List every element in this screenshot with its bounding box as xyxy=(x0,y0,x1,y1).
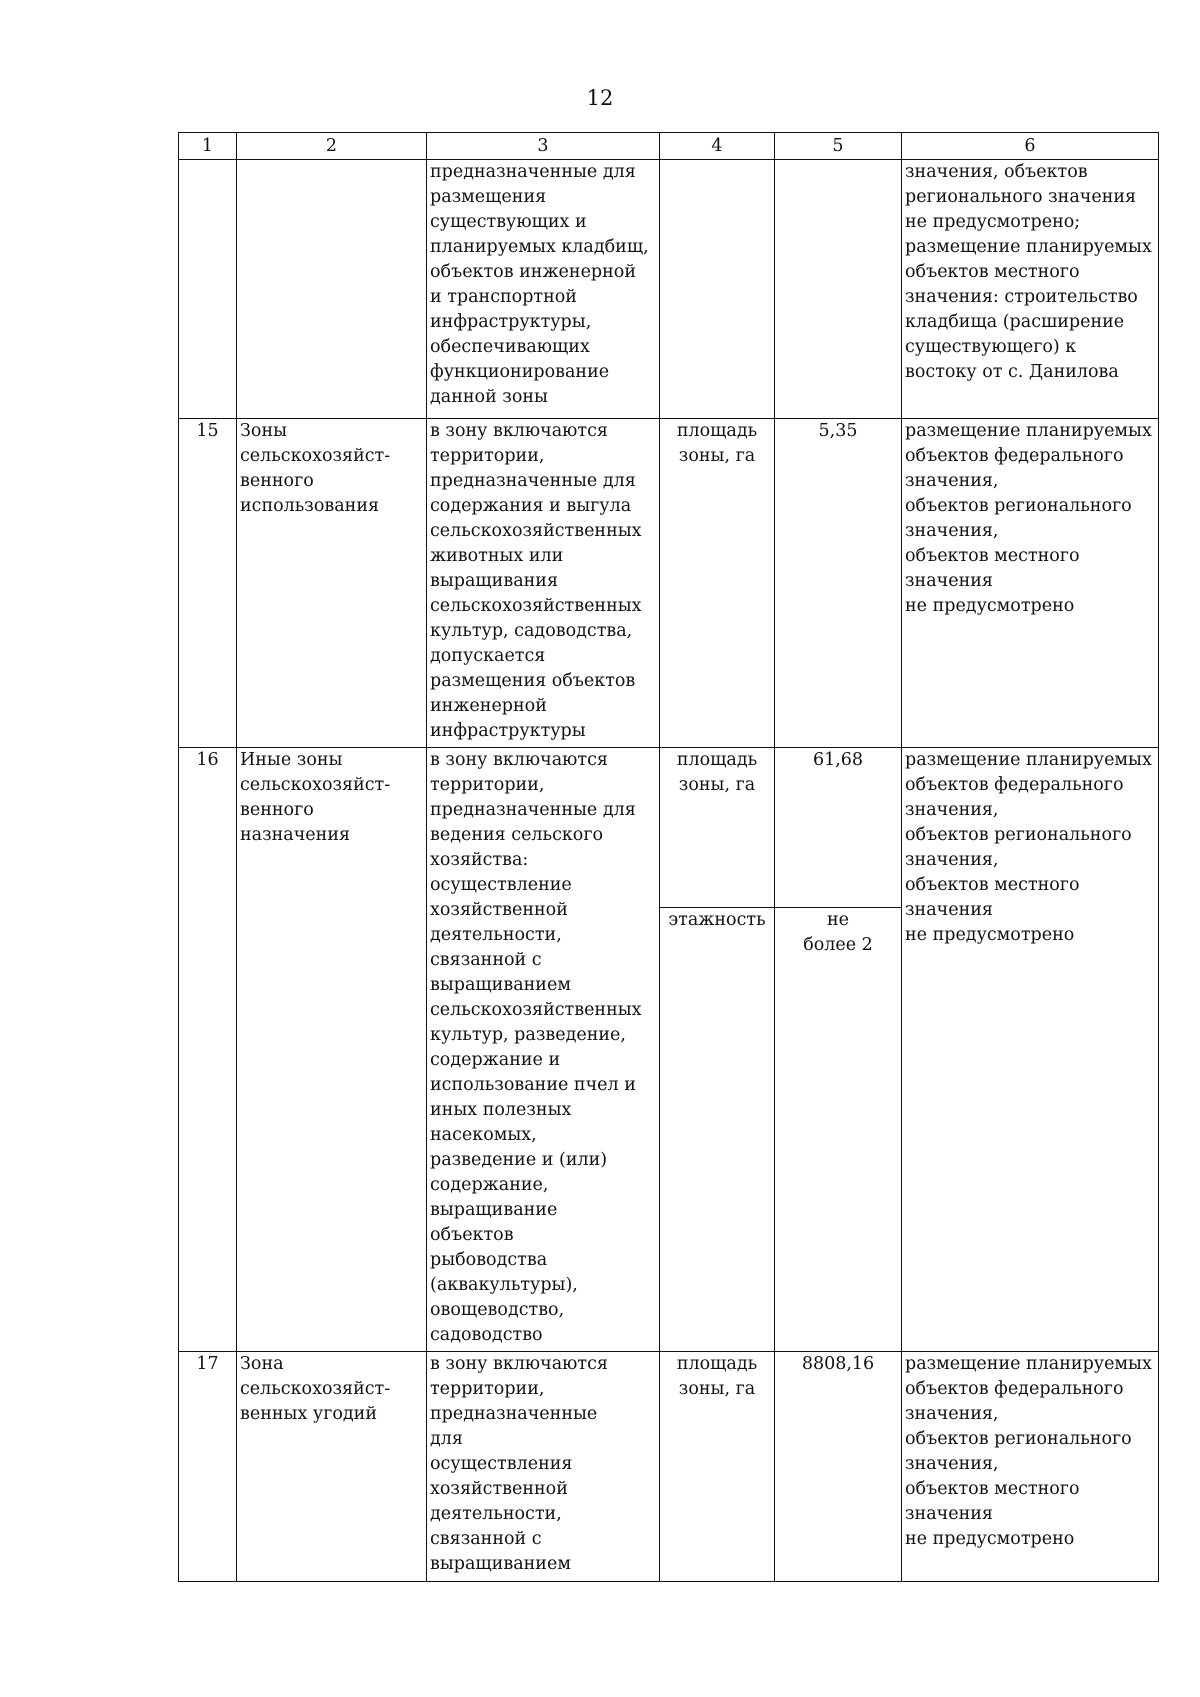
zone-description: в зону включаются территории, предназначенные для содержания и выгула сельскохозяйственных животных или выращивания сельскохозяйственных культур, садоводства, допускается размещения объектов инженерной инфраструктуры xyxy=(427,419,660,748)
parameter-value xyxy=(775,160,902,419)
table-row xyxy=(179,748,1159,908)
parameter-value: 5,35 xyxy=(775,419,902,748)
parameter-value: 8808,16 xyxy=(775,1352,902,1582)
zone-name: Зоны сельскохозяйст- венного использования xyxy=(237,419,427,748)
row-number: 16 xyxy=(179,748,237,1352)
row-number xyxy=(179,160,237,419)
planned-objects: значения, объектов регионального значения не предусмотрено; размещение планируемых объектов местного значения: строительство кладбища (расширение существующего) к востоку от с. Данилова xyxy=(902,160,1159,419)
header-col-4: 4 xyxy=(660,133,775,160)
header-col-2: 2 xyxy=(237,133,427,160)
row-number: 15 xyxy=(179,419,237,748)
zone-name: Иные зоны сельскохозяйст- венного назначения xyxy=(237,748,427,1352)
row-number: 17 xyxy=(179,1352,237,1582)
zone-description: в зону включаются территории, предназначенные для ведения сельского хозяйства: осуществление хозяйственной деятельности, связанной с выращиванием сельскохозяйственных культур, разведение, содержание и использование пчел и иных полезных насекомых, разведение и (или) содержание, выращивание объектов рыбоводства (аквакультуры), овощеводство, садоводство xyxy=(427,748,660,1352)
header-col-6: 6 xyxy=(902,133,1159,160)
parameter-value: не более 2 xyxy=(775,908,902,1352)
table-row xyxy=(179,1352,1159,1582)
header-row xyxy=(179,133,1159,160)
zone-name xyxy=(237,160,427,419)
parameter-name: площадь зоны, га xyxy=(660,748,775,908)
parameter-value: 61,68 xyxy=(775,748,902,908)
parameter-name: площадь зоны, га xyxy=(660,419,775,748)
table-row xyxy=(179,419,1159,748)
zones-table xyxy=(178,132,1159,1582)
header-col-5: 5 xyxy=(775,133,902,160)
parameter-name: этажность xyxy=(660,908,775,1352)
planned-objects: размещение планируемых объектов федерального значения, объектов регионального значения, объектов местного значения не предусмотрено xyxy=(902,748,1159,1352)
zone-description: в зону включаются территории, предназначенные для осуществления хозяйственной деятельности, связанной с выращиванием xyxy=(427,1352,660,1582)
zone-name: Зона сельскохозяйст- венных угодий xyxy=(237,1352,427,1582)
header-col-1: 1 xyxy=(179,133,237,160)
page-number: 12 xyxy=(586,86,614,110)
parameter-name xyxy=(660,160,775,419)
parameter-name: площадь зоны, га xyxy=(660,1352,775,1582)
zone-description: предназначенные для размещения существующих и планируемых кладбищ, объектов инженерной и транспортной инфраструктуры, обеспечивающих функционирование данной зоны xyxy=(427,160,660,419)
planned-objects: размещение планируемых объектов федерального значения, объектов регионального значения, объектов местного значения не предусмотрено xyxy=(902,1352,1159,1582)
header-col-3: 3 xyxy=(427,133,660,160)
planned-objects: размещение планируемых объектов федерального значения, объектов регионального значения, объектов местного значения не предусмотрено xyxy=(902,419,1159,748)
table-row xyxy=(179,160,1159,419)
